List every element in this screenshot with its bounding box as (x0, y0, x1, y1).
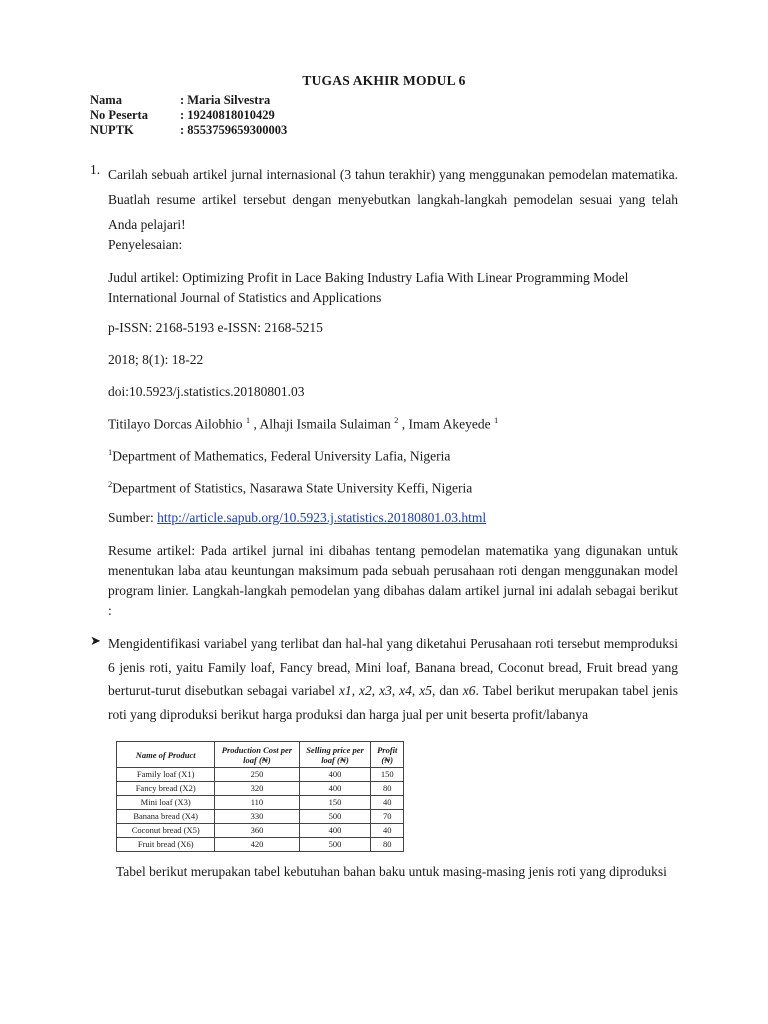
identity-row-nuptk (90, 123, 287, 138)
resume-paragraph: Resume artikel: Pada artikel jurnal ini dibahas tentang pemodelan matematika yang digunakan untuk menentukan laba atau keuntungan maksimum pada sebuah perusahaan roti dengan menggunakan model program linier. Langkah-langkah pemodelan yang dibahas dalam artikel jurnal ini adalah sebagai berikut : (108, 543, 678, 618)
author-name: Alhaji Ismaila Sulaiman (259, 416, 391, 432)
author-name: Imam Akeyede (408, 416, 491, 432)
article-authors (108, 415, 678, 433)
table-cell: 150 (299, 796, 371, 810)
affiliation-sup: 2 (108, 479, 113, 489)
table-cell: 500 (299, 810, 371, 824)
identity-row-no-peserta (90, 108, 287, 123)
table-cell: 320 (215, 782, 299, 796)
bullet-text-after: . Tabel berikut merupakan tabel jenis roti yang diproduksi berikut harga produksi dan harga jual per unit beserta profit/labanya (108, 683, 679, 722)
article-title: Judul artikel: Optimizing Profit in Lace Baking Industry Lafia With Linear Programming Model International Journal of Statistics and Applications (108, 270, 629, 305)
table-cell: 400 (299, 824, 371, 838)
answer-heading: Penyelesaian: (108, 237, 183, 252)
author-name: Titilayo Dorcas Ailobhio (108, 416, 243, 432)
table-cell: 420 (215, 838, 299, 852)
question-1 (90, 162, 678, 237)
table-header: Selling price per loaf (₦) (299, 742, 371, 768)
bullet-text: Mengidentifikasi variabel yang terlibat dan hal-hal yang diketahui Perusahaan roti tersebut memproduksi 6 jenis roti, yaitu Family loaf, Fancy bread, Mini loaf, Banana bread, Coconut bread, Fruit bread yang berturut-turut disebutkan sebagai variabel x1, x2, x3, x4, x5, dan x6. Tabel berikut merupakan tabel jenis roti yang diproduksi berikut harga produksi dan harga jual per unit beserta profit/labanya (108, 636, 679, 722)
identity-value: : Maria Silvestra (180, 93, 271, 107)
variable-x3: x3 (379, 683, 392, 698)
table-cell: 70 (371, 810, 404, 824)
table-row (117, 796, 404, 810)
table-cell: Fancy bread (X2) (117, 782, 215, 796)
article-doi: doi:10.5923/j.statistics.20180801.03 (108, 384, 305, 399)
article-source (108, 510, 678, 526)
table-row (117, 824, 404, 838)
affiliation-text: Department of Mathematics, Federal University Lafia, Nigeria (112, 448, 451, 464)
affiliation-text: Department of Statistics, Nasarawa State University Keffi, Nigeria (112, 480, 473, 496)
bullet-text-before: Mengidentifikasi variabel yang terlibat dan hal-hal yang diketahui Perusahaan roti tersebut memproduksi 6 jenis roti, yaitu Family loaf, Fancy bread, Mini loaf, Banana bread, Coconut bread, Fruit bread yang berturut-turut disebutkan sebagai variabel (108, 636, 678, 698)
table-cell: 110 (215, 796, 299, 810)
article-year: 2018; 8(1): 18-22 (108, 352, 204, 367)
table-row (117, 782, 404, 796)
table-cell: Coconut bread (X5) (117, 824, 215, 838)
author-sup: 1 (245, 415, 251, 425)
author-sup: 1 (494, 415, 499, 425)
table-cell: Family loaf (X1) (117, 768, 215, 782)
identity-value: : 19240818010429 (180, 108, 275, 122)
table-cell: 500 (299, 838, 371, 852)
question-number: 1. (90, 162, 101, 177)
bullet-identify-variables (90, 632, 678, 726)
table-cell: 150 (371, 768, 404, 782)
table-header-row (117, 742, 404, 768)
identity-label: No Peserta (90, 108, 148, 122)
variable-x5: x5 (419, 683, 432, 698)
table-cell: 80 (371, 782, 404, 796)
identity-row-nama (90, 93, 287, 108)
table-cell: Banana bread (X4) (117, 810, 215, 824)
table-cell: 400 (299, 768, 371, 782)
question-text: Carilah sebuah artikel jurnal internasional (3 tahun terakhir) yang menggunakan pemodelan matematika. Buatlah resume artikel tersebut dengan menyebutkan langkah-langkah pemodelan sesuai yang telah Anda pelajari! (108, 167, 678, 232)
variable-x1: x1 (338, 683, 352, 698)
affiliation-sup: 1 (108, 447, 113, 457)
table-cell: 40 (371, 824, 404, 838)
author-separator: , (253, 416, 260, 432)
table-cell: Fruit bread (X6) (117, 838, 215, 852)
affiliation-1 (108, 447, 678, 465)
affiliation-2 (108, 479, 678, 497)
identity-label: NUPTK (90, 123, 134, 137)
table-header: Name of Product (117, 742, 215, 768)
table-header: Production Cost per loaf (₦) (215, 742, 299, 768)
author-sup: 2 (394, 415, 399, 425)
table-cell: 400 (299, 782, 371, 796)
variable-x6: x6 (462, 683, 476, 698)
table-header: Profit (₦) (371, 742, 404, 768)
table-row (117, 838, 404, 852)
identity-block (90, 93, 287, 138)
table-cell: 360 (215, 824, 299, 838)
author-separator: , (401, 416, 409, 432)
table-cell: 250 (215, 768, 299, 782)
identity-label: Nama (90, 93, 122, 107)
variable-x4: x4 (399, 683, 412, 698)
table-cell: 80 (371, 838, 404, 852)
identity-value: : 8553759659300003 (180, 123, 288, 137)
variable-x2: x2 (359, 683, 372, 698)
table-row (117, 768, 404, 782)
table-cell: 330 (215, 810, 299, 824)
table-row (117, 810, 404, 824)
article-issn: p-ISSN: 2168-5193 e-ISSN: 2168-5215 (108, 320, 323, 335)
bullet-conjunction: , dan (432, 683, 463, 698)
page-title: TUGAS AKHIR MODUL 6 (302, 73, 466, 88)
table-cell: Mini loaf (X3) (117, 796, 215, 810)
arrow-bullet-icon: ➤ (90, 633, 101, 648)
closing-paragraph: Tabel berikut merupakan tabel kebutuhan bahan baku untuk masing-masing jenis roti yang diproduksi (116, 864, 667, 879)
source-label: Sumber: (108, 510, 158, 525)
source-link[interactable]: http://article.sapub.org/10.5923.j.statistics.20180801.03.html (157, 510, 487, 525)
table-cell: 40 (371, 796, 404, 810)
product-table (116, 741, 404, 852)
